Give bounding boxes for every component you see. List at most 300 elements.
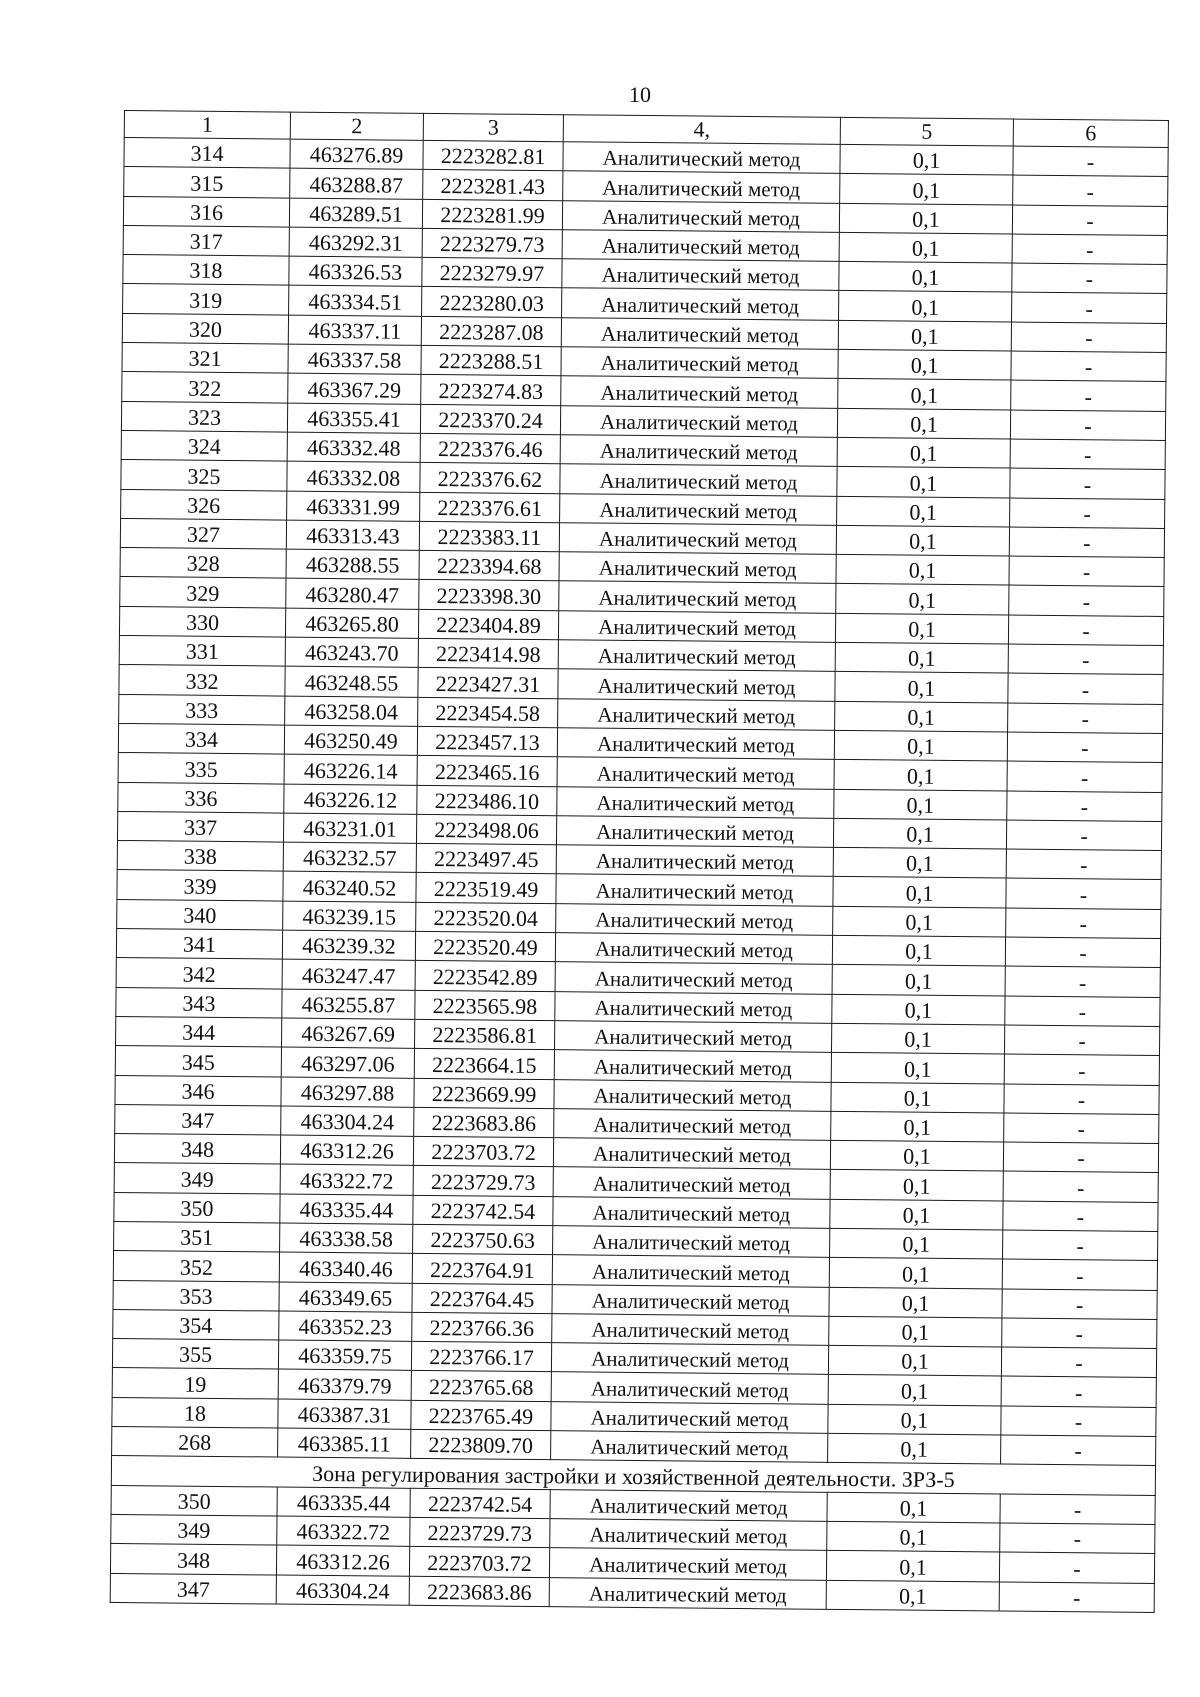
cell-accuracy: 0,1 xyxy=(828,1375,1001,1406)
cell-point-number: 337 xyxy=(117,811,283,842)
cell-method: Аналитический метод xyxy=(550,1489,827,1521)
cell-note: - xyxy=(1000,1494,1155,1525)
cell-point-number: 343 xyxy=(116,987,282,1018)
cell-coord-y: 2223414.98 xyxy=(418,638,558,669)
cell-coord-y: 2223376.61 xyxy=(420,492,560,523)
cell-method: Аналитический метод xyxy=(561,347,838,379)
cell-point-number: 349 xyxy=(111,1514,277,1545)
cell-accuracy: 0,1 xyxy=(835,672,1008,703)
cell-method: Аналитический метод xyxy=(554,1050,831,1082)
cell-point-number: 331 xyxy=(119,636,285,667)
cell-accuracy: 0,1 xyxy=(834,760,1007,791)
cell-note: - xyxy=(1012,263,1167,294)
cell-coord-y: 2223498.06 xyxy=(416,814,556,845)
cell-coord-x: 463226.12 xyxy=(284,784,417,815)
cell-note: - xyxy=(1002,1259,1157,1290)
cell-method: Аналитический метод xyxy=(560,464,837,496)
cell-method: Аналитический метод xyxy=(551,1343,828,1375)
cell-coord-y: 2223497.45 xyxy=(416,843,556,874)
cell-method: Аналитический метод xyxy=(557,786,834,818)
cell-point-number: 340 xyxy=(117,899,283,930)
cell-coord-y: 2223280.03 xyxy=(422,287,562,318)
cell-note: - xyxy=(1003,1201,1158,1232)
cell-coord-x: 463337.58 xyxy=(288,344,421,375)
cell-coord-y: 2223279.73 xyxy=(422,228,562,259)
cell-coord-y: 2223394.68 xyxy=(419,551,559,582)
cell-coord-x: 463340.46 xyxy=(279,1252,412,1283)
cell-method: Аналитический метод xyxy=(560,405,837,437)
cell-point-number: 334 xyxy=(118,723,284,754)
cell-coord-x: 463359.75 xyxy=(278,1340,411,1371)
cell-note: - xyxy=(1012,234,1167,265)
cell-accuracy: 0,1 xyxy=(830,1228,1003,1259)
cell-point-number: 329 xyxy=(120,577,286,608)
cell-method: Аналитический метод xyxy=(554,1079,831,1111)
cell-method: Аналитический метод xyxy=(549,1577,826,1609)
cell-point-number: 322 xyxy=(122,372,288,403)
cell-coord-x: 463385.11 xyxy=(278,1428,411,1459)
cell-point-number: 353 xyxy=(113,1280,279,1311)
cell-coord-x: 463312.26 xyxy=(280,1135,413,1166)
cell-note: - xyxy=(1000,1523,1155,1554)
cell-accuracy: 0,1 xyxy=(833,906,1006,937)
cell-method: Аналитический метод xyxy=(555,991,832,1023)
cell-coord-y: 2223669.99 xyxy=(414,1078,554,1109)
cell-note: - xyxy=(1013,175,1168,206)
cell-accuracy: 0,1 xyxy=(835,642,1008,673)
cell-accuracy: 0,1 xyxy=(836,555,1009,586)
cell-method: Аналитический метод xyxy=(561,317,838,349)
cell-accuracy: 0,1 xyxy=(840,174,1013,205)
section-title: Зона регулирования застройки и хозяйственной деятельности. ЗРЗ-5 xyxy=(111,1456,1155,1495)
column-header-5: 5 xyxy=(840,117,1013,146)
cell-method: Аналитический метод xyxy=(554,1021,831,1053)
cell-accuracy: 0,1 xyxy=(827,1521,1000,1552)
coordinates-table-body xyxy=(110,111,1168,1613)
cell-method: Аналитический метод xyxy=(563,171,840,203)
cell-accuracy: 0,1 xyxy=(826,1580,999,1611)
cell-point-number: 332 xyxy=(119,665,285,696)
cell-point-number: 352 xyxy=(113,1251,279,1282)
cell-note: - xyxy=(1006,878,1161,909)
cell-coord-x: 463322.72 xyxy=(277,1516,410,1547)
cell-coord-x: 463387.31 xyxy=(278,1399,411,1430)
cell-accuracy: 0,1 xyxy=(828,1433,1001,1464)
cell-point-number: 347 xyxy=(110,1573,276,1604)
cell-coord-y: 2223765.49 xyxy=(411,1400,551,1431)
cell-note: - xyxy=(1009,527,1164,558)
cell-accuracy: 0,1 xyxy=(837,496,1010,527)
cell-note: - xyxy=(1005,996,1160,1027)
cell-note: - xyxy=(1011,351,1166,382)
cell-note: - xyxy=(1005,937,1160,968)
cell-note: - xyxy=(1007,791,1162,822)
cell-coord-y: 2223465.16 xyxy=(417,756,557,787)
cell-accuracy: 0,1 xyxy=(829,1287,1002,1318)
cell-coord-x: 463334.51 xyxy=(289,286,422,317)
cell-point-number: 321 xyxy=(122,343,288,374)
cell-coord-y: 2223376.46 xyxy=(420,433,560,464)
cell-point-number: 19 xyxy=(112,1368,278,1399)
cell-point-number: 333 xyxy=(119,694,285,725)
cell-note: - xyxy=(1009,556,1164,587)
cell-coord-x: 463349.65 xyxy=(279,1282,412,1313)
cell-point-number: 347 xyxy=(115,1104,281,1135)
cell-point-number: 324 xyxy=(121,430,287,461)
cell-note: - xyxy=(1008,673,1163,704)
cell-coord-y: 2223486.10 xyxy=(417,785,557,816)
cell-point-number: 323 xyxy=(121,401,287,432)
cell-note: - xyxy=(1009,585,1164,616)
cell-coord-y: 2223750.63 xyxy=(413,1224,553,1255)
cell-note: - xyxy=(1004,1083,1159,1114)
cell-point-number: 346 xyxy=(115,1075,281,1106)
cell-coord-x: 463331.99 xyxy=(287,491,420,522)
cell-note: - xyxy=(1003,1230,1158,1261)
cell-coord-y: 2223454.58 xyxy=(418,697,558,728)
cell-accuracy: 0,1 xyxy=(839,203,1012,234)
cell-accuracy: 0,1 xyxy=(837,408,1010,439)
cell-method: Аналитический метод xyxy=(558,669,835,701)
cell-coord-x: 463322.72 xyxy=(280,1164,413,1195)
cell-coord-y: 2223404.89 xyxy=(418,609,558,640)
cell-accuracy: 0,1 xyxy=(833,847,1006,878)
cell-coord-y: 2223383.11 xyxy=(419,521,559,552)
cell-accuracy: 0,1 xyxy=(829,1258,1002,1289)
cell-coord-x: 463312.26 xyxy=(276,1545,409,1576)
cell-coord-y: 2223683.86 xyxy=(414,1107,554,1138)
cell-coord-x: 463313.43 xyxy=(286,520,419,551)
coordinates-table xyxy=(110,110,1169,1613)
cell-point-number: 355 xyxy=(112,1339,278,1370)
cell-point-number: 348 xyxy=(110,1544,276,1575)
cell-coord-y: 2223703.72 xyxy=(413,1136,553,1167)
cell-coord-y: 2223282.81 xyxy=(423,140,563,171)
cell-method: Аналитический метод xyxy=(553,1167,830,1199)
cell-coord-y: 2223519.49 xyxy=(416,873,556,904)
cell-coord-x: 463250.49 xyxy=(284,725,417,756)
cell-coord-y: 2223764.91 xyxy=(412,1254,552,1285)
cell-accuracy: 0,1 xyxy=(831,1053,1004,1084)
cell-accuracy: 0,1 xyxy=(837,437,1010,468)
cell-accuracy: 0,1 xyxy=(838,349,1011,380)
cell-coord-y: 2223729.73 xyxy=(410,1517,550,1548)
cell-method: Аналитический метод xyxy=(552,1314,829,1346)
cell-note: - xyxy=(1007,761,1162,792)
cell-method: Аналитический метод xyxy=(552,1255,829,1287)
cell-point-number: 339 xyxy=(117,870,283,901)
cell-coord-y: 2223281.43 xyxy=(423,170,563,201)
cell-method: Аналитический метод xyxy=(556,874,833,906)
cell-point-number: 335 xyxy=(118,753,284,784)
cell-coord-x: 463288.55 xyxy=(286,549,419,580)
cell-accuracy: 0,1 xyxy=(826,1551,999,1582)
cell-accuracy: 0,1 xyxy=(832,935,1005,966)
cell-coord-x: 463337.11 xyxy=(288,315,421,346)
cell-method: Аналитический метод xyxy=(554,1108,831,1140)
cell-method: Аналитический метод xyxy=(553,1226,830,1258)
cell-coord-x: 463292.31 xyxy=(289,227,422,258)
cell-note: - xyxy=(1005,966,1160,997)
cell-point-number: 338 xyxy=(117,841,283,872)
cell-accuracy: 0,1 xyxy=(832,965,1005,996)
cell-coord-y: 2223729.73 xyxy=(413,1166,553,1197)
cell-point-number: 350 xyxy=(114,1192,280,1223)
cell-point-number: 316 xyxy=(123,196,289,227)
cell-method: Аналитический метод xyxy=(552,1284,829,1316)
cell-note: - xyxy=(1008,644,1163,675)
cell-accuracy: 0,1 xyxy=(837,467,1010,498)
cell-coord-y: 2223765.68 xyxy=(411,1371,551,1402)
cell-note: - xyxy=(1012,293,1167,324)
page-number: 10 xyxy=(629,82,651,107)
cell-point-number: 318 xyxy=(123,255,289,286)
cell-coord-y: 2223703.72 xyxy=(409,1547,549,1578)
cell-method: Аналитический метод xyxy=(549,1548,826,1580)
cell-method: Аналитический метод xyxy=(556,816,833,848)
cell-coord-x: 463247.47 xyxy=(282,959,415,990)
cell-coord-x: 463332.48 xyxy=(287,432,420,463)
cell-coord-x: 463289.51 xyxy=(289,198,422,229)
column-header-4: 4, xyxy=(563,115,840,145)
cell-method: Аналитический метод xyxy=(560,435,837,467)
cell-coord-x: 463239.15 xyxy=(283,901,416,932)
cell-accuracy: 0,1 xyxy=(831,1082,1004,1113)
cell-accuracy: 0,1 xyxy=(836,584,1009,615)
cell-note: - xyxy=(1007,732,1162,763)
cell-coord-x: 463243.70 xyxy=(285,637,418,668)
cell-point-number: 327 xyxy=(120,518,286,549)
cell-coord-y: 2223279.97 xyxy=(422,258,562,289)
cell-coord-y: 2223565.98 xyxy=(415,990,555,1021)
cell-accuracy: 0,1 xyxy=(828,1404,1001,1435)
cell-note: - xyxy=(1010,468,1165,499)
cell-coord-x: 463267.69 xyxy=(282,1018,415,1049)
cell-note: - xyxy=(1011,380,1166,411)
cell-coord-y: 2223809.70 xyxy=(411,1429,551,1460)
cell-note: - xyxy=(1010,410,1165,441)
cell-note: - xyxy=(1001,1376,1156,1407)
cell-coord-y: 2223766.17 xyxy=(411,1341,551,1372)
cell-coord-x: 463352.23 xyxy=(279,1311,412,1342)
cell-note: - xyxy=(999,1582,1154,1613)
cell-point-number: 350 xyxy=(111,1485,277,1516)
cell-method: Аналитический метод xyxy=(562,200,839,232)
cell-point-number: 330 xyxy=(119,606,285,637)
cell-accuracy: 0,1 xyxy=(833,818,1006,849)
cell-method: Аналитический метод xyxy=(551,1431,828,1463)
cell-method: Аналитический метод xyxy=(561,376,838,408)
cell-coord-y: 2223520.04 xyxy=(416,902,556,933)
cell-accuracy: 0,1 xyxy=(839,232,1012,263)
cell-method: Аналитический метод xyxy=(560,493,837,525)
cell-accuracy: 0,1 xyxy=(831,1111,1004,1142)
cell-accuracy: 0,1 xyxy=(830,1140,1003,1171)
cell-method: Аналитический метод xyxy=(553,1196,830,1228)
cell-note: - xyxy=(1003,1142,1158,1173)
cell-point-number: 344 xyxy=(116,1016,282,1047)
cell-method: Аналитический метод xyxy=(551,1372,828,1404)
cell-coord-x: 463248.55 xyxy=(285,666,418,697)
cell-note: - xyxy=(1002,1289,1157,1320)
cell-note: - xyxy=(999,1552,1154,1583)
column-header-3: 3 xyxy=(423,113,563,141)
cell-point-number: 18 xyxy=(112,1397,278,1428)
cell-method: Аналитический метод xyxy=(559,581,836,613)
cell-coord-y: 2223742.54 xyxy=(413,1195,553,1226)
column-header-2: 2 xyxy=(290,112,423,140)
cell-coord-y: 2223287.08 xyxy=(421,316,561,347)
cell-method: Аналитический метод xyxy=(559,523,836,555)
cell-point-number: 319 xyxy=(123,284,289,315)
cell-method: Аналитический метод xyxy=(555,962,832,994)
cell-note: - xyxy=(1004,1113,1159,1144)
cell-point-number: 268 xyxy=(112,1427,278,1458)
cell-coord-x: 463304.24 xyxy=(276,1575,409,1606)
cell-accuracy: 0,1 xyxy=(838,320,1011,351)
cell-point-number: 341 xyxy=(116,928,282,959)
cell-coord-y: 2223764.45 xyxy=(412,1283,552,1314)
cell-coord-x: 463265.80 xyxy=(285,608,418,639)
cell-method: Аналитический метод xyxy=(559,552,836,584)
column-header-1: 1 xyxy=(124,111,290,140)
cell-note: - xyxy=(1008,615,1163,646)
cell-accuracy: 0,1 xyxy=(831,1023,1004,1054)
cell-method: Аналитический метод xyxy=(562,288,839,320)
cell-accuracy: 0,1 xyxy=(836,525,1009,556)
cell-coord-x: 463280.47 xyxy=(286,579,419,610)
cell-coord-y: 2223398.30 xyxy=(419,580,559,611)
cell-coord-y: 2223664.15 xyxy=(414,1049,554,1080)
cell-coord-x: 463239.32 xyxy=(282,930,415,961)
cell-note: - xyxy=(1011,322,1166,353)
cell-accuracy: 0,1 xyxy=(840,144,1013,175)
cell-accuracy: 0,1 xyxy=(830,1170,1003,1201)
cell-coord-y: 2223376.62 xyxy=(420,463,560,494)
cell-note: - xyxy=(1006,820,1161,851)
cell-coord-x: 463240.52 xyxy=(283,871,416,902)
cell-method: Аналитический метод xyxy=(556,845,833,877)
cell-accuracy: 0,1 xyxy=(835,613,1008,644)
cell-note: - xyxy=(1003,1171,1158,1202)
cell-method: Аналитический метод xyxy=(556,903,833,935)
cell-note: - xyxy=(1004,1054,1159,1085)
cell-method: Аналитический метод xyxy=(553,1138,830,1170)
cell-note: - xyxy=(1010,498,1165,529)
cell-note: - xyxy=(1008,703,1163,734)
cell-coord-x: 463231.01 xyxy=(283,813,416,844)
cell-coord-x: 463332.08 xyxy=(287,461,420,492)
cell-method: Аналитический метод xyxy=(558,698,835,730)
cell-note: - xyxy=(1001,1347,1156,1378)
cell-point-number: 336 xyxy=(118,782,284,813)
cell-coord-x: 463355.41 xyxy=(287,403,420,434)
cell-coord-y: 2223288.51 xyxy=(421,345,561,376)
cell-point-number: 354 xyxy=(113,1309,279,1340)
cell-coord-x: 463255.87 xyxy=(282,989,415,1020)
cell-point-number: 345 xyxy=(115,1046,281,1077)
cell-coord-y: 2223586.81 xyxy=(415,1019,555,1050)
cell-point-number: 351 xyxy=(114,1221,280,1252)
cell-coord-y: 2223683.86 xyxy=(409,1576,549,1607)
cell-point-number: 328 xyxy=(120,548,286,579)
cell-coord-x: 463276.89 xyxy=(290,139,423,170)
cell-coord-x: 463304.24 xyxy=(281,1106,414,1137)
cell-accuracy: 0,1 xyxy=(834,789,1007,820)
cell-accuracy: 0,1 xyxy=(832,994,1005,1025)
cell-note: - xyxy=(1006,849,1161,880)
cell-coord-y: 2223520.49 xyxy=(415,931,555,962)
cell-note: - xyxy=(1012,205,1167,236)
cell-coord-x: 463288.87 xyxy=(290,168,423,199)
cell-coord-y: 2223427.31 xyxy=(418,668,558,699)
cell-coord-x: 463258.04 xyxy=(285,696,418,727)
cell-coord-y: 2223542.89 xyxy=(415,961,555,992)
cell-point-number: 317 xyxy=(123,225,289,256)
cell-note: - xyxy=(1002,1318,1157,1349)
cell-accuracy: 0,1 xyxy=(839,291,1012,322)
cell-coord-y: 2223370.24 xyxy=(420,404,560,435)
cell-coord-y: 2223742.54 xyxy=(410,1488,550,1519)
cell-method: Аналитический метод xyxy=(562,230,839,262)
cell-method: Аналитический метод xyxy=(557,728,834,760)
cell-coord-x: 463297.06 xyxy=(281,1047,414,1078)
cell-method: Аналитический метод xyxy=(558,610,835,642)
cell-accuracy: 0,1 xyxy=(835,701,1008,732)
cell-coord-y: 2223457.13 xyxy=(417,726,557,757)
cell-point-number: 326 xyxy=(121,489,287,520)
cell-note: - xyxy=(1013,146,1168,177)
cell-point-number: 314 xyxy=(124,138,290,169)
cell-coord-y: 2223766.36 xyxy=(412,1312,552,1343)
cell-point-number: 315 xyxy=(124,167,290,198)
cell-accuracy: 0,1 xyxy=(838,379,1011,410)
cell-note: - xyxy=(1001,1406,1156,1437)
cell-method: Аналитический метод xyxy=(557,757,834,789)
cell-coord-x: 463232.57 xyxy=(283,842,416,873)
cell-accuracy: 0,1 xyxy=(827,1492,1000,1523)
cell-accuracy: 0,1 xyxy=(828,1345,1001,1376)
cell-coord-x: 463335.44 xyxy=(280,1194,413,1225)
cell-accuracy: 0,1 xyxy=(839,262,1012,293)
cell-coord-y: 2223274.83 xyxy=(421,375,561,406)
cell-accuracy: 0,1 xyxy=(833,877,1006,908)
cell-point-number: 349 xyxy=(114,1163,280,1194)
cell-point-number: 325 xyxy=(121,460,287,491)
cell-note: - xyxy=(1004,1025,1159,1056)
cell-method: Аналитический метод xyxy=(558,640,835,672)
cell-point-number: 342 xyxy=(116,958,282,989)
cell-accuracy: 0,1 xyxy=(829,1316,1002,1347)
cell-method: Аналитический метод xyxy=(563,142,840,174)
cell-coord-y: 2223281.99 xyxy=(422,199,562,230)
cell-coord-x: 463226.14 xyxy=(284,754,417,785)
cell-method: Аналитический метод xyxy=(550,1519,827,1551)
cell-point-number: 320 xyxy=(122,313,288,344)
cell-accuracy: 0,1 xyxy=(834,730,1007,761)
cell-note: - xyxy=(1010,439,1165,470)
cell-coord-x: 463335.44 xyxy=(277,1487,410,1518)
cell-coord-x: 463297.88 xyxy=(281,1077,414,1108)
cell-method: Аналитический метод xyxy=(555,933,832,965)
cell-method: Аналитический метод xyxy=(562,259,839,291)
cell-method: Аналитический метод xyxy=(551,1401,828,1433)
cell-coord-x: 463367.29 xyxy=(288,373,421,404)
cell-note: - xyxy=(1001,1435,1156,1466)
column-header-6: 6 xyxy=(1013,119,1168,147)
cell-note: - xyxy=(1006,908,1161,939)
cell-coord-x: 463338.58 xyxy=(280,1223,413,1254)
